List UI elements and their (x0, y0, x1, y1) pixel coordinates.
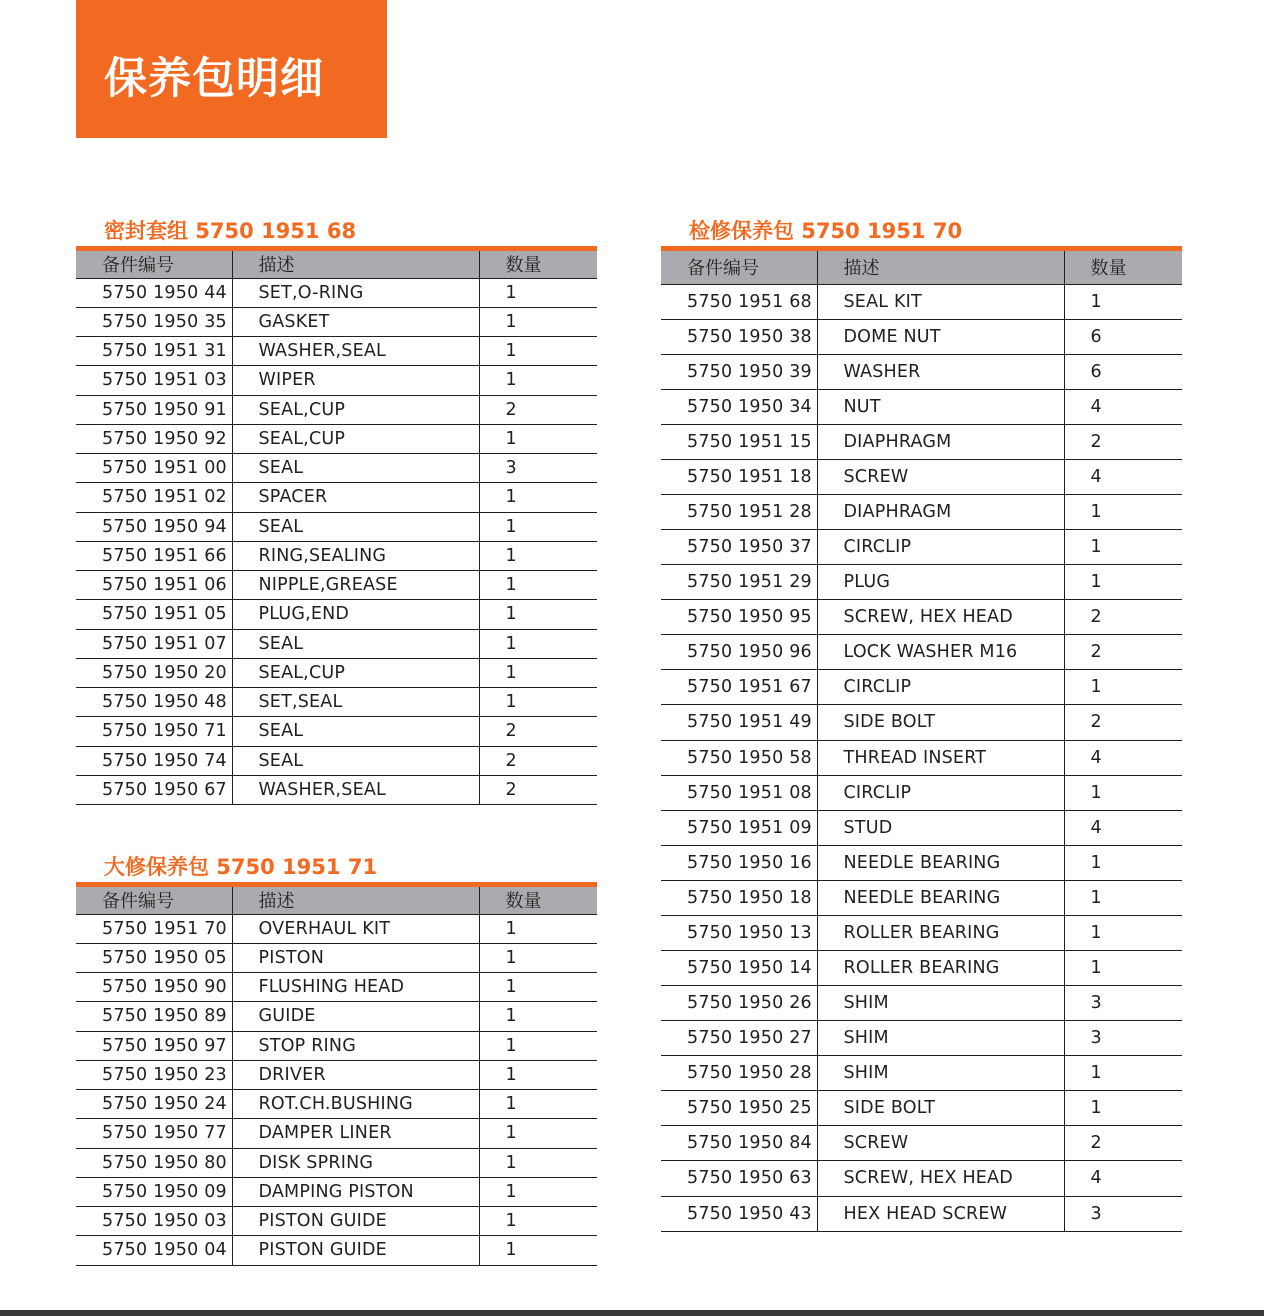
table-row (76, 914, 597, 943)
desc-cell: HEX HEAD SCREW (817, 1196, 1064, 1231)
desc-cell: SEAL KIT (817, 284, 1064, 319)
qty-cell: 2 (479, 746, 597, 775)
qty-cell: 1 (479, 278, 597, 307)
table-row (76, 1060, 597, 1089)
desc-cell: NEEDLE BEARING (817, 845, 1064, 880)
part-no-cell: 5750 1951 03 (76, 366, 232, 395)
table-row (76, 424, 597, 453)
qty-cell: 1 (479, 307, 597, 336)
desc-cell: SIDE BOLT (817, 705, 1064, 740)
desc-cell: SEAL (232, 717, 479, 746)
qty-cell: 1 (1064, 950, 1182, 985)
part-no-cell: 5750 1950 27 (661, 1021, 817, 1056)
desc-cell: SET,O-RING (232, 278, 479, 307)
table-row (76, 658, 597, 687)
qty-cell: 1 (1064, 565, 1182, 600)
desc-cell: SIDE BOLT (817, 1091, 1064, 1126)
desc-cell: CIRCLIP (817, 775, 1064, 810)
table-row (76, 1119, 597, 1148)
table-row (76, 717, 597, 746)
desc-cell: ROLLER BEARING (817, 950, 1064, 985)
desc-cell: PLUG,END (232, 600, 479, 629)
part-no-cell: 5750 1950 04 (76, 1236, 232, 1265)
qty-cell: 3 (1064, 1021, 1182, 1056)
part-no-cell: 5750 1951 29 (661, 565, 817, 600)
desc-cell: SCREW, HEX HEAD (817, 1161, 1064, 1196)
desc-cell: DIAPHRAGM (817, 424, 1064, 459)
part-no-cell: 5750 1951 68 (661, 284, 817, 319)
table-row (661, 775, 1182, 810)
part-no-cell: 5750 1950 80 (76, 1148, 232, 1177)
qty-cell: 1 (479, 1119, 597, 1148)
part-no-cell: 5750 1950 25 (661, 1091, 817, 1126)
qty-cell: 1 (479, 1060, 597, 1089)
qty-cell: 2 (1064, 705, 1182, 740)
table-row (76, 629, 597, 658)
desc-cell: SPACER (232, 483, 479, 512)
desc-cell: WIPER (232, 366, 479, 395)
part-no-cell: 5750 1950 67 (76, 775, 232, 804)
desc-cell: OVERHAUL KIT (232, 914, 479, 943)
table-row (76, 1090, 597, 1119)
page-title: 保养包明细 (104, 54, 324, 104)
table-row (661, 845, 1182, 880)
qty-cell: 3 (1064, 1196, 1182, 1231)
part-no-cell: 5750 1951 49 (661, 705, 817, 740)
col-header-qty: 数量 (1064, 251, 1182, 284)
desc-cell: SEAL (232, 629, 479, 658)
table-row (76, 1236, 597, 1265)
col-header-qty: 数量 (479, 251, 597, 278)
qty-cell: 1 (1064, 845, 1182, 880)
table-row (661, 915, 1182, 950)
qty-cell: 1 (479, 512, 597, 541)
table-row (661, 670, 1182, 705)
part-no-cell: 5750 1950 14 (661, 950, 817, 985)
desc-cell: WASHER,SEAL (232, 775, 479, 804)
desc-cell: SHIM (817, 1056, 1064, 1091)
part-no-cell: 5750 1950 16 (661, 845, 817, 880)
part-no-cell: 5750 1950 05 (76, 943, 232, 972)
part-no-cell: 5750 1950 97 (76, 1031, 232, 1060)
qty-cell: 2 (1064, 424, 1182, 459)
desc-cell: PLUG (817, 565, 1064, 600)
table-row (661, 284, 1182, 319)
table-row (76, 943, 597, 972)
desc-cell: SEAL (232, 512, 479, 541)
table-row (76, 541, 597, 570)
desc-cell: THREAD INSERT (817, 740, 1064, 775)
table-header-row (661, 251, 1182, 284)
qty-cell: 1 (479, 1207, 597, 1236)
col-header-part-no: 备件编号 (661, 251, 817, 284)
desc-cell: LOCK WASHER M16 (817, 635, 1064, 670)
desc-cell: GUIDE (232, 1002, 479, 1031)
part-no-cell: 5750 1951 15 (661, 424, 817, 459)
part-no-cell: 5750 1951 00 (76, 454, 232, 483)
page-bottom-bar (0, 1310, 1264, 1316)
desc-cell: ROLLER BEARING (817, 915, 1064, 950)
desc-cell: RING,SEALING (232, 541, 479, 570)
qty-cell: 1 (479, 337, 597, 366)
table-row (76, 1031, 597, 1060)
qty-cell: 1 (1064, 530, 1182, 565)
table-row (661, 1021, 1182, 1056)
table-row (661, 740, 1182, 775)
table-row (76, 1002, 597, 1031)
part-no-cell: 5750 1951 70 (76, 914, 232, 943)
desc-cell: DOME NUT (817, 319, 1064, 354)
part-no-cell: 5750 1950 13 (661, 915, 817, 950)
part-no-cell: 5750 1950 77 (76, 1119, 232, 1148)
qty-cell: 1 (479, 973, 597, 1002)
table-row (76, 571, 597, 600)
table-row (661, 389, 1182, 424)
table-row (661, 1056, 1182, 1091)
part-no-cell: 5750 1951 67 (661, 670, 817, 705)
table-row (661, 880, 1182, 915)
table-row (661, 950, 1182, 985)
qty-cell: 1 (1064, 670, 1182, 705)
part-no-cell: 5750 1950 18 (661, 880, 817, 915)
qty-cell: 1 (479, 1002, 597, 1031)
table-row (661, 810, 1182, 845)
table-row (661, 459, 1182, 494)
qty-cell: 4 (1064, 810, 1182, 845)
table-row (76, 775, 597, 804)
qty-cell: 1 (479, 688, 597, 717)
qty-cell: 1 (479, 629, 597, 658)
table-row (76, 307, 597, 336)
seal-kit-title: 密封套组 5750 1951 68 (104, 219, 357, 243)
desc-cell: NIPPLE,GREASE (232, 571, 479, 600)
part-no-cell: 5750 1950 26 (661, 986, 817, 1021)
qty-cell: 1 (479, 541, 597, 570)
part-no-cell: 5750 1951 02 (76, 483, 232, 512)
desc-cell: STOP RING (232, 1031, 479, 1060)
page-title-banner (76, 0, 387, 138)
qty-cell: 3 (479, 454, 597, 483)
qty-cell: 1 (479, 943, 597, 972)
table-row (76, 366, 597, 395)
qty-cell: 2 (1064, 1126, 1182, 1161)
table-row (661, 530, 1182, 565)
qty-cell: 1 (1064, 915, 1182, 950)
col-header-part-no: 备件编号 (76, 887, 232, 914)
desc-cell: PISTON (232, 943, 479, 972)
col-header-desc: 描述 (232, 887, 479, 914)
desc-cell: SET,SEAL (232, 688, 479, 717)
table-row (661, 1091, 1182, 1126)
table-row (76, 278, 597, 307)
part-no-cell: 5750 1951 66 (76, 541, 232, 570)
desc-cell: CIRCLIP (817, 670, 1064, 705)
table-row (76, 454, 597, 483)
overhaul-kit-table (76, 887, 597, 1266)
part-no-cell: 5750 1950 20 (76, 658, 232, 687)
table-row (661, 1126, 1182, 1161)
col-header-desc: 描述 (232, 251, 479, 278)
part-no-cell: 5750 1951 09 (661, 810, 817, 845)
table-row (661, 600, 1182, 635)
qty-cell: 1 (1064, 1091, 1182, 1126)
table-row (661, 1161, 1182, 1196)
table-row (76, 746, 597, 775)
part-no-cell: 5750 1950 24 (76, 1090, 232, 1119)
qty-cell: 1 (479, 658, 597, 687)
part-no-cell: 5750 1950 92 (76, 424, 232, 453)
qty-cell: 1 (1064, 494, 1182, 529)
qty-cell: 1 (479, 1236, 597, 1265)
qty-cell: 6 (1064, 319, 1182, 354)
part-no-cell: 5750 1950 91 (76, 395, 232, 424)
table-row (76, 688, 597, 717)
desc-cell: SCREW (817, 459, 1064, 494)
table-row (76, 395, 597, 424)
desc-cell: CIRCLIP (817, 530, 1064, 565)
col-header-desc: 描述 (817, 251, 1064, 284)
part-no-cell: 5750 1951 18 (661, 459, 817, 494)
part-no-cell: 5750 1950 48 (76, 688, 232, 717)
qty-cell: 2 (479, 395, 597, 424)
table-row (661, 635, 1182, 670)
qty-cell: 4 (1064, 459, 1182, 494)
qty-cell: 1 (479, 366, 597, 395)
part-no-cell: 5750 1950 03 (76, 1207, 232, 1236)
part-no-cell: 5750 1951 07 (76, 629, 232, 658)
desc-cell: SEAL,CUP (232, 658, 479, 687)
qty-cell: 1 (479, 1177, 597, 1206)
desc-cell: ROT.CH.BUSHING (232, 1090, 479, 1119)
qty-cell: 1 (1064, 284, 1182, 319)
desc-cell: DISK SPRING (232, 1148, 479, 1177)
table-row (76, 600, 597, 629)
part-no-cell: 5750 1950 63 (661, 1161, 817, 1196)
part-no-cell: 5750 1950 90 (76, 973, 232, 1002)
qty-cell: 1 (1064, 1056, 1182, 1091)
table-row (661, 705, 1182, 740)
part-no-cell: 5750 1950 09 (76, 1177, 232, 1206)
overhaul-kit-title: 大修保养包 5750 1951 71 (104, 855, 378, 879)
qty-cell: 4 (1064, 740, 1182, 775)
part-no-cell: 5750 1950 58 (661, 740, 817, 775)
desc-cell: DAMPING PISTON (232, 1177, 479, 1206)
qty-cell: 4 (1064, 1161, 1182, 1196)
desc-cell: DIAPHRAGM (817, 494, 1064, 529)
part-no-cell: 5750 1950 23 (76, 1060, 232, 1089)
table-row (76, 973, 597, 1002)
desc-cell: PISTON GUIDE (232, 1207, 479, 1236)
desc-cell: SCREW (817, 1126, 1064, 1161)
desc-cell: SEAL (232, 746, 479, 775)
qty-cell: 1 (1064, 775, 1182, 810)
desc-cell: NUT (817, 389, 1064, 424)
desc-cell: PISTON GUIDE (232, 1236, 479, 1265)
qty-cell: 1 (479, 571, 597, 600)
part-no-cell: 5750 1950 28 (661, 1056, 817, 1091)
qty-cell: 4 (1064, 389, 1182, 424)
part-no-cell: 5750 1950 43 (661, 1196, 817, 1231)
desc-cell: SCREW, HEX HEAD (817, 600, 1064, 635)
table-row (661, 565, 1182, 600)
qty-cell: 1 (479, 914, 597, 943)
desc-cell: WASHER,SEAL (232, 337, 479, 366)
desc-cell: NEEDLE BEARING (817, 880, 1064, 915)
table-row (76, 337, 597, 366)
seal-kit-table (76, 251, 597, 805)
part-no-cell: 5750 1951 06 (76, 571, 232, 600)
part-no-cell: 5750 1950 84 (661, 1126, 817, 1161)
table-header-row (76, 251, 597, 278)
part-no-cell: 5750 1950 74 (76, 746, 232, 775)
part-no-cell: 5750 1950 89 (76, 1002, 232, 1031)
desc-cell: SEAL (232, 454, 479, 483)
desc-cell: GASKET (232, 307, 479, 336)
part-no-cell: 5750 1950 44 (76, 278, 232, 307)
table-row (661, 494, 1182, 529)
service-kit-table (661, 251, 1182, 1232)
table-row (76, 483, 597, 512)
part-no-cell: 5750 1950 95 (661, 600, 817, 635)
qty-cell: 1 (479, 424, 597, 453)
part-no-cell: 5750 1950 71 (76, 717, 232, 746)
qty-cell: 2 (1064, 600, 1182, 635)
col-header-qty: 数量 (479, 887, 597, 914)
qty-cell: 2 (1064, 635, 1182, 670)
desc-cell: SHIM (817, 1021, 1064, 1056)
part-no-cell: 5750 1950 35 (76, 307, 232, 336)
table-row (76, 1148, 597, 1177)
table-header-row (76, 887, 597, 914)
table-row (76, 1207, 597, 1236)
service-kit-title: 检修保养包 5750 1951 70 (689, 219, 963, 243)
desc-cell: SEAL,CUP (232, 424, 479, 453)
qty-cell: 1 (479, 1090, 597, 1119)
desc-cell: WASHER (817, 354, 1064, 389)
qty-cell: 1 (479, 483, 597, 512)
desc-cell: FLUSHING HEAD (232, 973, 479, 1002)
qty-cell: 6 (1064, 354, 1182, 389)
desc-cell: SHIM (817, 986, 1064, 1021)
desc-cell: DRIVER (232, 1060, 479, 1089)
qty-cell: 2 (479, 717, 597, 746)
part-no-cell: 5750 1950 39 (661, 354, 817, 389)
part-no-cell: 5750 1950 34 (661, 389, 817, 424)
part-no-cell: 5750 1950 94 (76, 512, 232, 541)
qty-cell: 1 (479, 600, 597, 629)
table-row (661, 424, 1182, 459)
part-no-cell: 5750 1951 05 (76, 600, 232, 629)
table-row (661, 986, 1182, 1021)
table-row (661, 354, 1182, 389)
table-row (76, 512, 597, 541)
part-no-cell: 5750 1950 38 (661, 319, 817, 354)
part-no-cell: 5750 1951 31 (76, 337, 232, 366)
qty-cell: 3 (1064, 986, 1182, 1021)
part-no-cell: 5750 1950 96 (661, 635, 817, 670)
col-header-part-no: 备件编号 (76, 251, 232, 278)
table-row (76, 1177, 597, 1206)
desc-cell: DAMPER LINER (232, 1119, 479, 1148)
table-row (661, 1196, 1182, 1231)
part-no-cell: 5750 1950 37 (661, 530, 817, 565)
desc-cell: SEAL,CUP (232, 395, 479, 424)
qty-cell: 1 (479, 1148, 597, 1177)
part-no-cell: 5750 1951 28 (661, 494, 817, 529)
table-row (661, 319, 1182, 354)
desc-cell: STUD (817, 810, 1064, 845)
qty-cell: 1 (1064, 880, 1182, 915)
qty-cell: 1 (479, 1031, 597, 1060)
part-no-cell: 5750 1951 08 (661, 775, 817, 810)
qty-cell: 2 (479, 775, 597, 804)
